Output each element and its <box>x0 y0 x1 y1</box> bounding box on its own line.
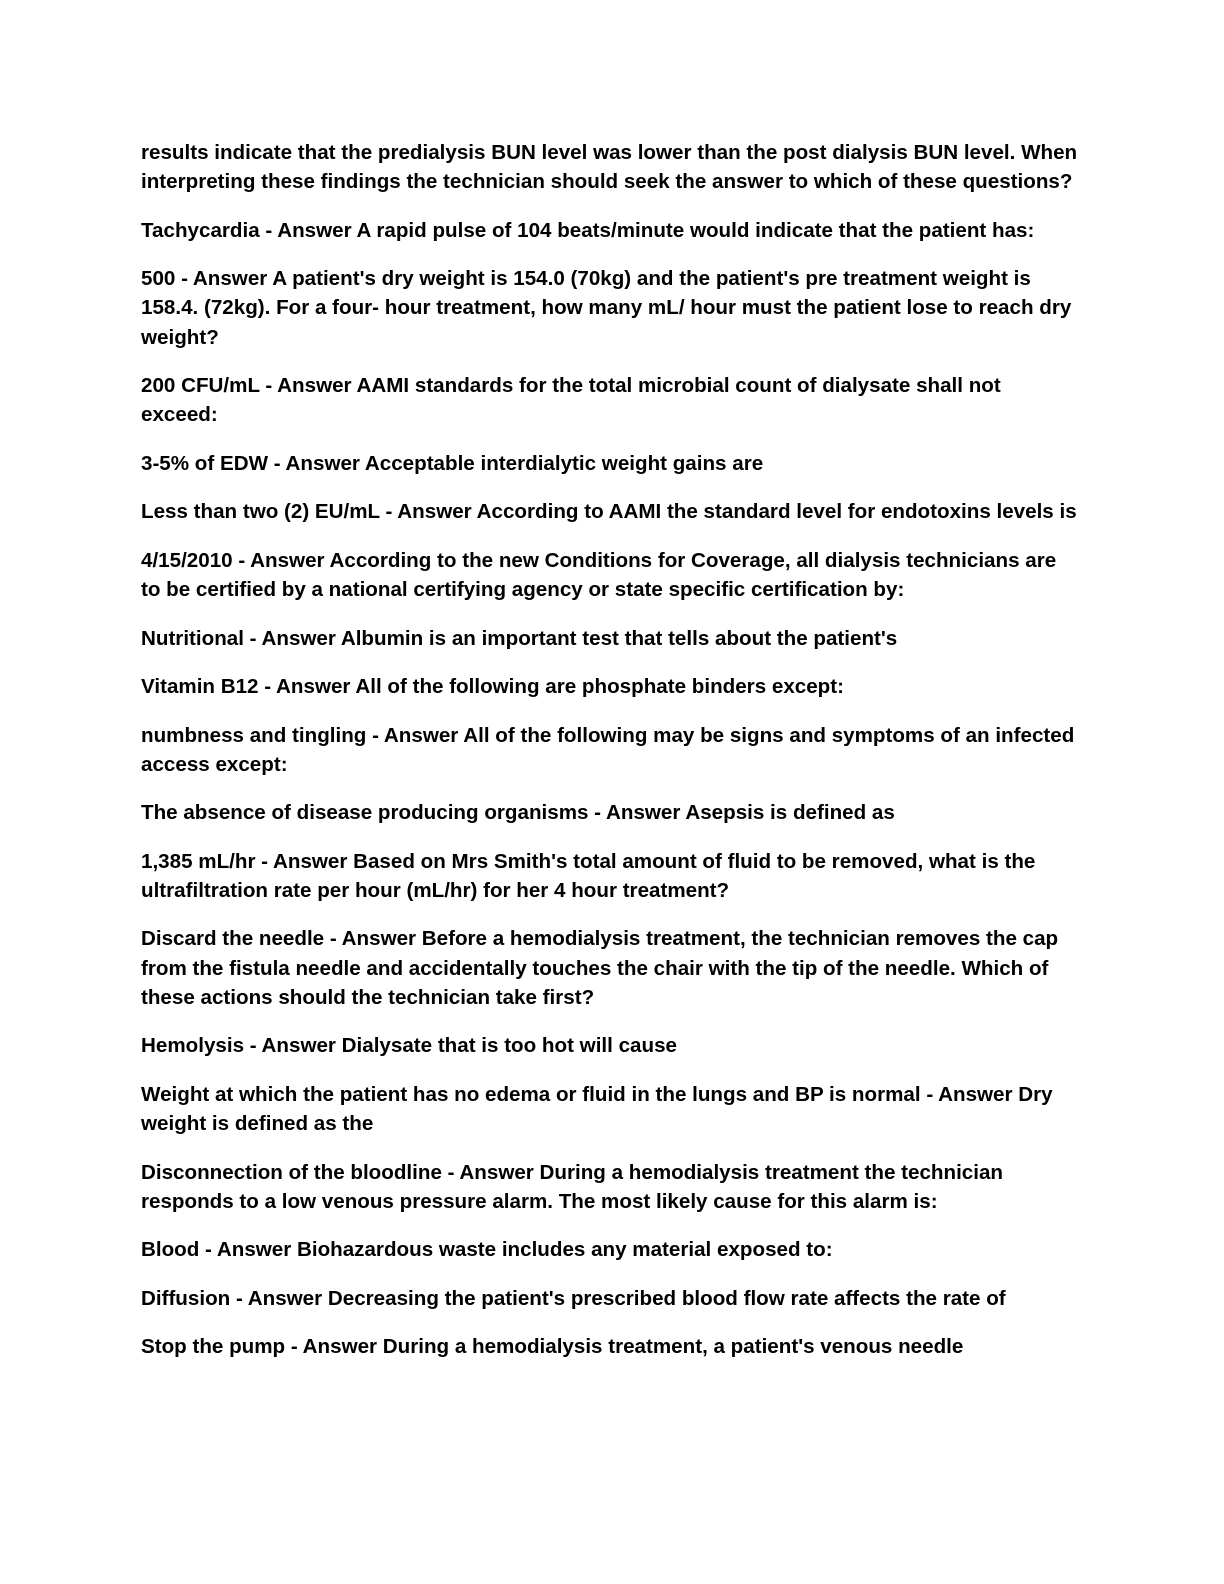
paragraph-venous-pressure-alarm: Disconnection of the bloodline - Answer During a hemodialysis treatment the technician responds to a low venous pressure alarm. The most likely cause for this alarm is: <box>141 1160 1004 1213</box>
paragraph-microbial-count: 200 CFU/mL - Answer AAMI standards for the total microbial count of dialysate shall not exceed: <box>141 374 1001 427</box>
paragraph-diffusion: Diffusion - Answer Decreasing the patient's prescribed blood flow rate affects the rate of <box>141 1286 1006 1310</box>
document-body <box>141 138 1081 1361</box>
paragraph-infected-access: numbness and tingling - Answer All of the following may be signs and symptoms of an infected access except: <box>141 723 1075 776</box>
paragraph-ultrafiltration-rate: 1,385 mL/hr - Answer Based on Mrs Smith's total amount of fluid to be removed, what is the ultrafiltration rate per hour (mL/hr) for her 4 hour treatment? <box>141 849 1036 902</box>
paragraph-phosphate-binders: Vitamin B12 - Answer All of the following are phosphate binders except: <box>141 675 844 699</box>
paragraph-endotoxins: Less than two (2) EU/mL - Answer According to AAMI the standard level for endotoxins levels is <box>141 500 1077 524</box>
paragraph-tachycardia: Tachycardia - Answer A rapid pulse of 104 beats/minute would indicate that the patient has: <box>141 218 1035 242</box>
paragraph-discard-needle: Discard the needle - Answer Before a hemodialysis treatment, the technician removes the cap from the fistula needle and accidentally touches the chair with the tip of the needle. Which of these actions should the technician take first? <box>141 927 1059 1009</box>
paragraph-bun-question: results indicate that the predialysis BUN level was lower than the post dialysis BUN level. When interpreting these findings the technician should seek the answer to which of these questions? <box>141 141 1078 194</box>
paragraph-weight-gains: 3-5% of EDW - Answer Acceptable interdialytic weight gains are <box>141 451 764 475</box>
paragraph-hemolysis: Hemolysis - Answer Dialysate that is too hot will cause <box>141 1034 677 1058</box>
paragraph-asepsis: The absence of disease producing organisms - Answer Asepsis is defined as <box>141 801 895 825</box>
paragraph-stop-pump: Stop the pump - Answer During a hemodialysis treatment, a patient's venous needle <box>141 1335 964 1359</box>
paragraph-albumin: Nutritional - Answer Albumin is an important test that tells about the patient's <box>141 626 898 650</box>
paragraph-dry-weight-definition: Weight at which the patient has no edema or fluid in the lungs and BP is normal - Answer Dry weight is defined as the <box>141 1082 1053 1136</box>
paragraph-biohazardous-waste: Blood - Answer Biohazardous waste includes any material exposed to: <box>141 1238 833 1262</box>
paragraph-certification-date: 4/15/2010 - Answer According to the new Conditions for Coverage, all dialysis technicians are to be certified by a national certifying agency or state specific certification by: <box>141 548 1057 602</box>
paragraph-dry-weight-calculation: 500 - Answer A patient's dry weight is 154.0 (70kg) and the patient's pre treatment weight is 158.4. (72kg). For a four- hour treatment, how many mL/ hour must the patient lose to reach dry weight? <box>141 267 1072 349</box>
